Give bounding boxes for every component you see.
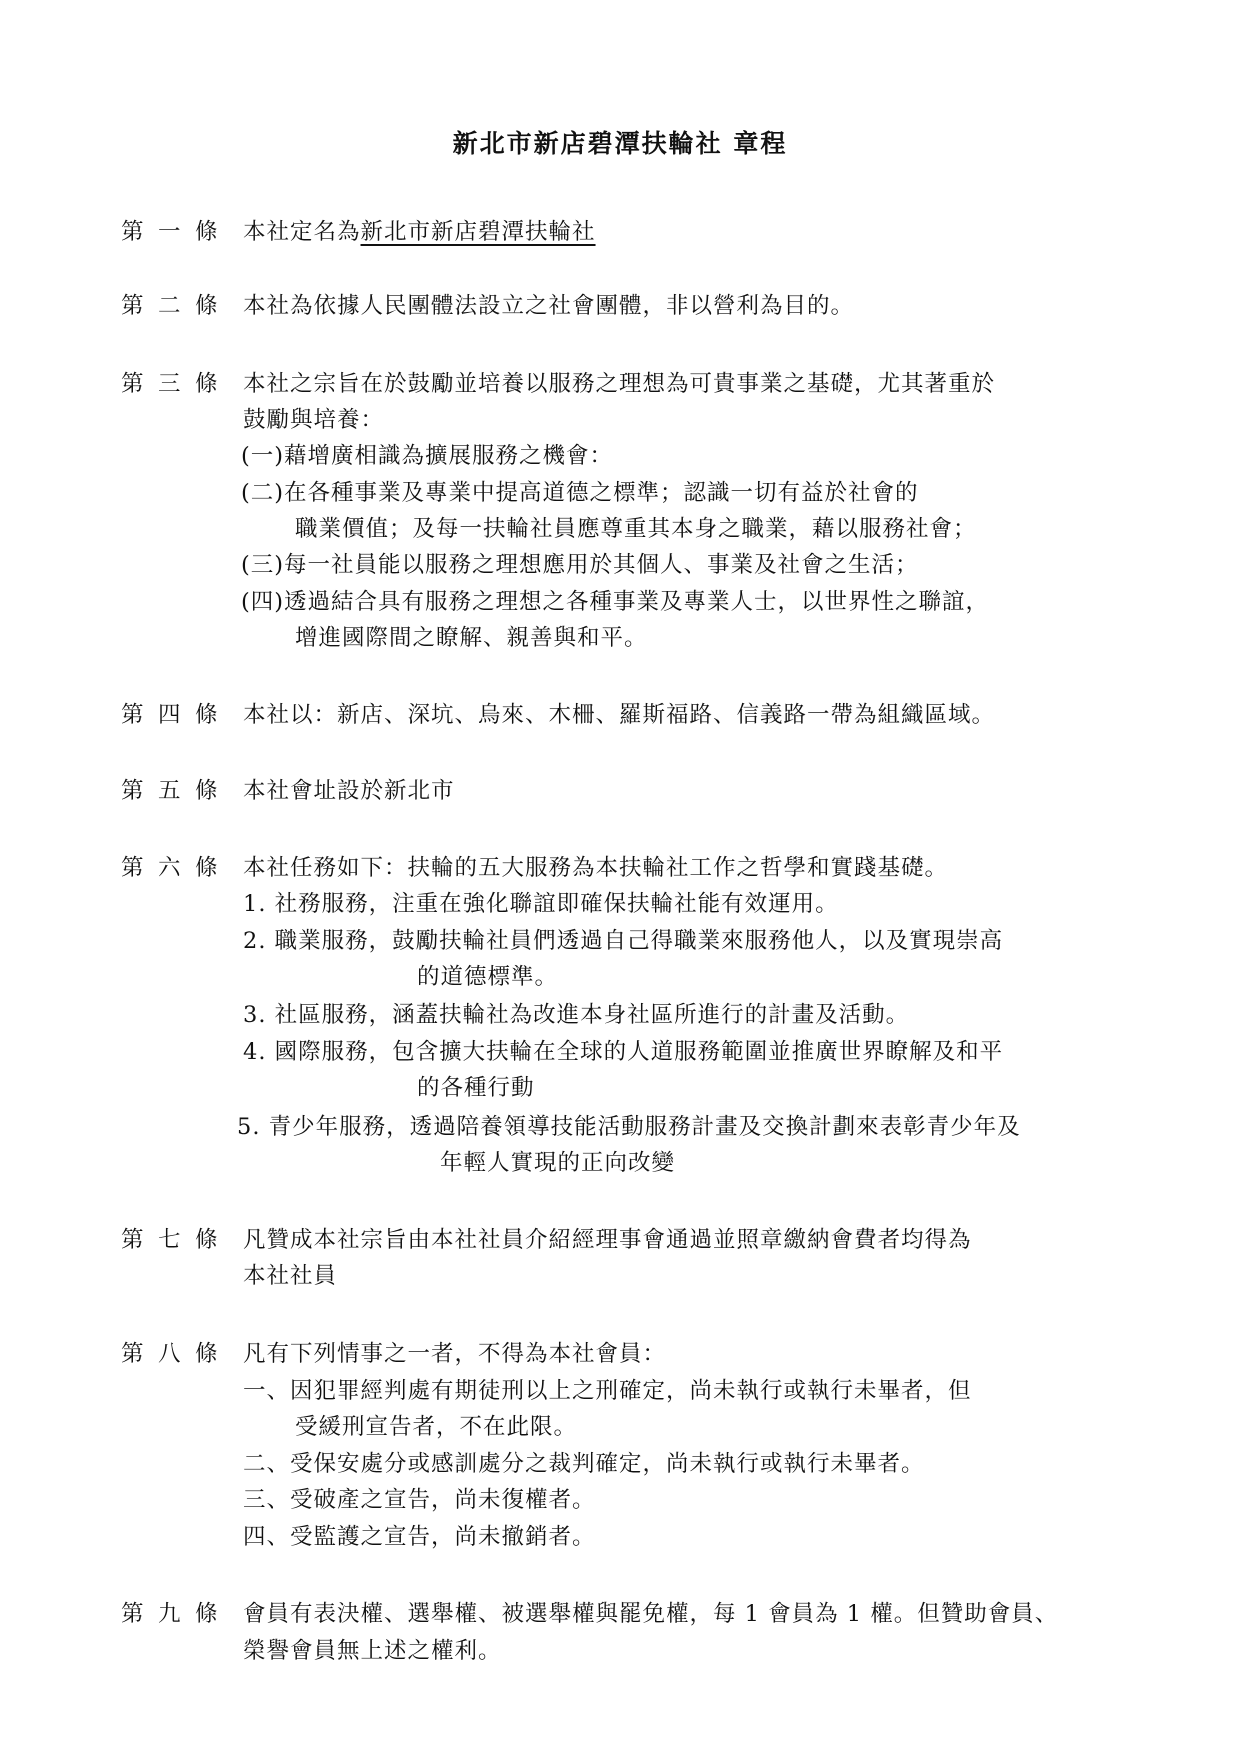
article-3-item: (一)藉增廣相識為擴展服務之機會： bbox=[241, 443, 614, 469]
article-8-item: 三、受破產之宣告，尚未復權者。 bbox=[243, 1487, 596, 1513]
article-3-item: (二)在各種事業及專業中提高道德之標準；認識一切有益於社會的 bbox=[241, 480, 919, 506]
article-6-item: 4. 國際服務，包含擴大扶輪在全球的人道服務範圍並推廣世界瞭解及和平 bbox=[243, 1039, 1004, 1065]
article-6-item: 3. 社區服務，涵蓋扶輪社為改進本身社區所進行的計畫及活動。 bbox=[243, 1002, 910, 1028]
article-3-line: 本社之宗旨在於鼓勵並培養以服務之理想為可貴事業之基礎，尤其著重於 bbox=[243, 371, 996, 397]
article-3-item: (四)透過結合具有服務之理想之各種事業及專業人士，以世界性之聯誼， bbox=[241, 589, 990, 615]
article-3-number: 第 三 條 bbox=[121, 371, 219, 397]
article-8-item-cont: 受緩刑宣告者，不在此限。 bbox=[295, 1414, 578, 1440]
article-9-line: 榮譽會員無上述之權利。 bbox=[243, 1638, 502, 1664]
article-5-text: 本社會址設於新北市 bbox=[243, 778, 455, 804]
article-1-text: 本社定名為新北市新店碧潭扶輪社 bbox=[243, 219, 596, 245]
article-8-item: 一、因犯罪經判處有期徒刑以上之刑確定，尚未執行或執行未畢者，但 bbox=[243, 1378, 972, 1404]
article-6-item-cont: 的各種行動 bbox=[417, 1075, 535, 1101]
article-8-item: 二、受保安處分或感訓處分之裁判確定，尚未執行或執行未畢者。 bbox=[243, 1451, 925, 1477]
article-2-text: 本社為依據人民團體法設立之社會團體，非以營利為目的。 bbox=[243, 293, 855, 319]
article-4-number: 第 四 條 bbox=[121, 702, 219, 728]
article-8-number: 第 八 條 bbox=[121, 1341, 219, 1367]
article-7-line: 本社社員 bbox=[243, 1263, 338, 1289]
article-6-number: 第 六 條 bbox=[121, 855, 219, 881]
article-4-text: 本社以：新店、深坑、烏來、木柵、羅斯福路、信義路一帶為組織區域。 bbox=[243, 702, 996, 728]
article-3-item-cont: 增進國際間之瞭解、親善與和平。 bbox=[295, 625, 648, 651]
article-2-number: 第 二 條 bbox=[121, 293, 219, 319]
article-6-item-cont: 的道德標準。 bbox=[417, 964, 559, 990]
article-7-line: 凡贊成本社宗旨由本社社員介紹經理事會通過並照章繳納會費者均得為 bbox=[243, 1227, 972, 1253]
article-6-item: 5. 青少年服務，透過陪養領導技能活動服務計畫及交換計劃來表彰青少年及 bbox=[237, 1114, 1021, 1140]
article-8-item: 四、受監護之宣告，尚未撤銷者。 bbox=[243, 1524, 596, 1550]
article-8-line: 凡有下列情事之一者，不得為本社會員： bbox=[243, 1341, 667, 1367]
article-9-line: 會員有表決權、選舉權、被選舉權與罷免權，每 1 會員為 1 權。但贊助會員、 bbox=[243, 1601, 1059, 1627]
article-7-number: 第 七 條 bbox=[121, 1227, 219, 1253]
society-name-underlined: 新北市新店碧潭扶輪社 bbox=[360, 219, 596, 245]
article-6-item-cont: 年輕人實現的正向改變 bbox=[440, 1150, 676, 1176]
article-6-line: 本社任務如下：扶輪的五大服務為本扶輪社工作之哲學和實踐基礎。 bbox=[243, 855, 949, 881]
article-6-item: 1. 社務服務，注重在強化聯誼即確保扶輪社能有效運用。 bbox=[243, 891, 839, 917]
document-title: 新北市新店碧潭扶輪社 章程 bbox=[452, 129, 788, 158]
article-5-number: 第 五 條 bbox=[121, 778, 219, 804]
article-1-number: 第 一 條 bbox=[121, 219, 219, 245]
article-9-number: 第 九 條 bbox=[121, 1601, 219, 1627]
article-3-item: (三)每一社員能以服務之理想應用於其個人、事業及社會之生活； bbox=[241, 552, 919, 578]
article-3-item-cont: 職業價值；及每一扶輪社員應尊重其本身之職業，藉以服務社會； bbox=[295, 516, 977, 542]
article-6-item: 2. 職業服務，鼓勵扶輪社員們透過自己得職業來服務他人，以及實現崇高 bbox=[243, 928, 1004, 954]
article-3-line: 鼓勵與培養： bbox=[243, 407, 385, 433]
